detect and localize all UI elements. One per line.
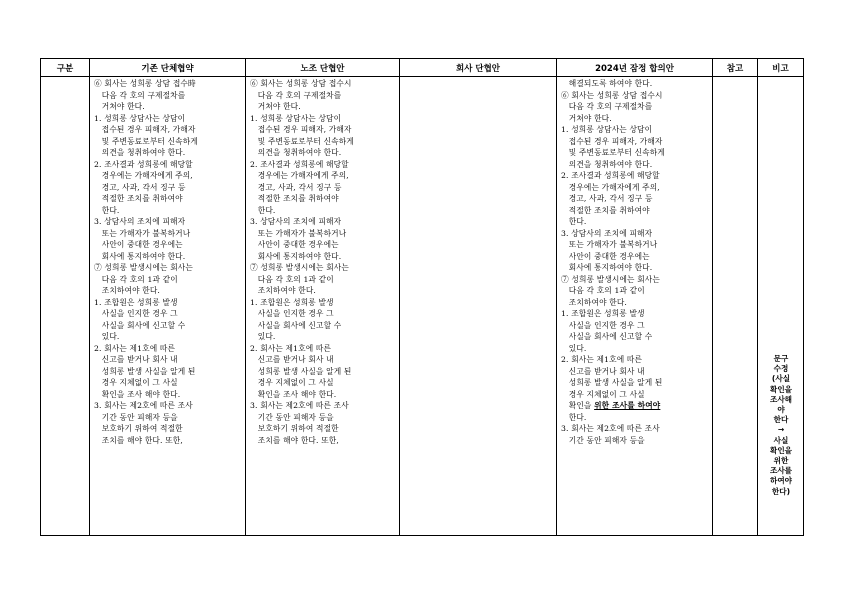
union-clause-line: 있다. xyxy=(250,332,276,341)
remarks-line: 위한 xyxy=(773,456,789,466)
existing-clause-line: 회사에 통지하여야 한다. xyxy=(94,251,186,261)
tentative-clause-line: 2. 회사는 제1호에 따른 xyxy=(561,355,643,364)
existing-clause-line: 또는 가해자가 불복하거나 xyxy=(94,228,191,238)
existing-clause-line: 사실을 회사에 신고할 수 xyxy=(94,320,186,330)
tentative-clause-line: 1. 조합원은 성희롱 발생 xyxy=(561,309,645,318)
tentative-clause-line: 또는 가해자가 불복하거나 xyxy=(561,240,658,249)
union-clause-line: 조치하여야 한다. xyxy=(250,286,317,295)
existing-clause-line: 보호하기 위하여 적절한 xyxy=(94,424,183,433)
column-divider xyxy=(556,58,557,536)
tentative-clause-line: 적절한 조치를 취하여야 xyxy=(561,205,650,215)
tentative-clause-line: 의견을 청취하여야 한다. xyxy=(561,159,653,169)
tentative-agreement-cell xyxy=(561,78,711,534)
tentative-clause-line: 조치하여야 한다. xyxy=(561,297,628,307)
remarks-line: 조사해 xyxy=(769,394,792,404)
remarks-note xyxy=(760,354,802,497)
tentative-clause-line: 경우 지체없이 그 사실 xyxy=(561,389,645,399)
existing-clause-line: 3. 회사는 제2호에 따른 조사 xyxy=(94,401,193,410)
existing-clause-line: 접수된 경우 피해자, 가해자 xyxy=(94,125,196,134)
existing-clause-line: 성희롱 발생 사실을 알게 된 xyxy=(94,366,196,376)
remarks-line: 문구 xyxy=(773,354,789,363)
union-clause-line: ⑥ 회사는 성희롱 상담 접수시 xyxy=(250,79,352,88)
tentative-clause-line: 한다. xyxy=(561,412,587,422)
remarks-line: 수정 xyxy=(773,364,789,374)
union-clause-line: 1. 조합원은 성희롱 발생 xyxy=(250,297,334,307)
column-divider xyxy=(89,58,90,536)
tentative-clause-line: 및 주변동료로부터 신속하게 xyxy=(561,148,665,157)
existing-clause-line: 다음 각 호의 구제절차를 xyxy=(94,90,186,100)
union-clause-line: 사실을 인지한 경우 그 xyxy=(250,309,334,318)
union-clause-line: 기간 동안 피해자 등을 xyxy=(250,412,334,422)
column-divider xyxy=(712,58,713,536)
remarks-line: 한다 xyxy=(773,415,789,425)
existing-clause-line: 거쳐야 한다. xyxy=(94,102,145,111)
company-proposal-cell xyxy=(404,78,555,534)
remarks-line: 사실 xyxy=(773,435,789,445)
tentative-clause-line: 사실을 회사에 신고할 수 xyxy=(561,332,653,341)
remarks-line: 조사를 xyxy=(769,466,792,476)
union-clause-line: 다음 각 호의 구제절차를 xyxy=(250,90,342,100)
union-clause-line: ⑦ 성희롱 발생시에는 회사는 xyxy=(250,263,349,272)
existing-clause-line: 경우에는 가해자에게 주의, xyxy=(94,171,193,180)
existing-clause-line: 한다. xyxy=(94,205,120,215)
remarks-line: → xyxy=(777,425,785,435)
tentative-clause-line: ⑥ 회사는 성희롱 상담 접수시 xyxy=(561,90,663,100)
existing-clause-line: 경우 지체없이 그 사실 xyxy=(94,378,178,387)
tentative-clause-line: 3. 회사는 제2호에 따른 조사 xyxy=(561,424,660,433)
existing-clause-line: 의견을 청취하여야 한다. xyxy=(94,148,186,157)
tentative-clause-line: 사실을 인지한 경우 그 xyxy=(561,320,645,330)
tentative-clause-line: 접수된 경우 피해자, 가해자 xyxy=(561,136,663,146)
column-divider xyxy=(803,58,804,536)
tentative-clause-line: 3. 상담사의 조치에 피해자 xyxy=(561,228,653,238)
header-reference: 참고 xyxy=(726,63,744,74)
tentative-amended-phrase: 위한 조사를 하여야 xyxy=(594,401,661,410)
existing-clause-line: 1. 조합원은 성희롱 발생 xyxy=(94,297,178,307)
remarks-line: 한다) xyxy=(771,486,791,496)
remarks-line: (사실 xyxy=(771,374,791,384)
existing-clause-line: ⑦ 성희롱 발생시에는 회사는 xyxy=(94,263,193,272)
existing-clause-line: 1. 성희롱 상담사는 상담이 xyxy=(94,113,186,123)
tentative-clause-line: 사안이 중대한 경우에는 xyxy=(561,251,650,261)
existing-clause-line: 2. 조사결과 성희롱에 해당할 xyxy=(94,159,193,169)
union-clause-line: 경우 지체없이 그 사실 xyxy=(250,378,334,387)
tentative-clause-line: 회사에 통지하여야 한다. xyxy=(561,263,653,272)
table-bottom-border xyxy=(40,535,803,536)
remarks-line: 확인을 xyxy=(769,384,792,394)
header-category: 구분 xyxy=(56,63,74,74)
remarks-line: 야 xyxy=(777,405,785,415)
union-clause-line: 및 주변동료로부터 신속하게 xyxy=(250,136,354,146)
union-clause-line: 신고를 받거나 회사 내 xyxy=(250,355,334,364)
existing-clause-line: 있다. xyxy=(94,332,120,341)
union-clause-line: 확인을 조사 해야 한다. xyxy=(250,389,337,399)
existing-clause-line: 2. 회사는 제1호에 따른 xyxy=(94,343,176,353)
header-union-proposal: 노조 단협안 xyxy=(300,63,345,74)
header-bottom-border xyxy=(40,76,803,77)
tentative-clause-line: 기간 동안 피해자 등을 xyxy=(561,435,645,445)
existing-clause-line: 경고, 사과, 각서 징구 등 xyxy=(94,182,186,192)
existing-clause-line: 및 주변동료로부터 신속하게 xyxy=(94,136,198,146)
tentative-clause-line: 성희롱 발생 사실을 알게 된 xyxy=(561,378,663,387)
existing-clause-line: 신고를 받거나 회사 내 xyxy=(94,355,178,364)
union-clause-line: 경고, 사과, 각서 징구 등 xyxy=(250,182,342,192)
column-divider xyxy=(757,58,758,536)
tentative-clause-line: 1. 성희롱 상담사는 상담이 xyxy=(561,125,653,134)
column-divider xyxy=(245,58,246,536)
union-proposal-cell xyxy=(250,78,398,534)
remarks-line: 하여야 xyxy=(769,476,792,486)
header-existing-agreement: 기존 단체협약 xyxy=(141,63,194,74)
union-clause-line: 또는 가해자가 불복하거나 xyxy=(250,228,347,238)
tentative-clause-line: 신고를 받거나 회사 내 xyxy=(561,366,645,376)
tentative-clause-line: 있다. xyxy=(561,343,587,353)
tentative-amended-prefix: 확인을 xyxy=(561,401,595,410)
existing-clause-line: 3. 상담사의 조치에 피해자 xyxy=(94,217,186,226)
union-clause-line: 성희롱 발생 사실을 알게 된 xyxy=(250,366,352,376)
existing-clause-line: 기간 동안 피해자 등을 xyxy=(94,412,178,422)
existing-clause-line: 다음 각 호의 1과 같이 xyxy=(94,274,178,284)
union-clause-line: 경우에는 가해자에게 주의, xyxy=(250,171,349,180)
remarks-line: 확인을 xyxy=(769,445,792,455)
tentative-clause-line: 거쳐야 한다. xyxy=(561,113,612,123)
union-clause-line: 조치를 해야 한다. 또한, xyxy=(250,435,339,445)
header-company-proposal: 회사 단협안 xyxy=(455,63,500,74)
tentative-clause-line: 해결되도록 하여야 한다. xyxy=(561,79,653,88)
union-clause-line: 보호하기 위하여 적절한 xyxy=(250,424,339,433)
union-clause-line: 사안이 중대한 경우에는 xyxy=(250,240,339,249)
existing-agreement-cell xyxy=(94,78,244,534)
union-clause-line: 회사에 통지하여야 한다. xyxy=(250,251,342,261)
union-clause-line: 3. 상담사의 조치에 피해자 xyxy=(250,217,342,226)
tentative-clause-line: 다음 각 호의 1과 같이 xyxy=(561,286,645,295)
union-clause-line: 한다. xyxy=(250,205,276,215)
header-tentative-agreement: 2024년 잠정 합의안 xyxy=(595,63,674,74)
tentative-clause-line: ⑦ 성희롱 발생시에는 회사는 xyxy=(561,274,660,284)
union-clause-line: 거쳐야 한다. xyxy=(250,102,301,111)
existing-clause-line: 조치를 해야 한다. 또한, xyxy=(94,435,183,445)
tentative-clause-line: 경우에는 가해자에게 주의, xyxy=(561,182,660,192)
union-clause-line: 다음 각 호의 1과 같이 xyxy=(250,274,334,284)
tentative-clause-line: 2. 조사결과 성희롱에 해당할 xyxy=(561,171,660,180)
tentative-amended-line xyxy=(561,400,711,412)
column-divider xyxy=(40,58,41,536)
union-clause-line: 접수된 경우 피해자, 가해자 xyxy=(250,125,352,134)
union-clause-line: 2. 조사결과 성희롱에 해당할 xyxy=(250,159,349,169)
union-clause-line: 의견을 청취하여야 한다. xyxy=(250,148,342,157)
existing-clause-line: 사안이 중대한 경우에는 xyxy=(94,240,183,249)
union-clause-line: 사실을 회사에 신고할 수 xyxy=(250,320,342,330)
union-clause-line: 2. 회사는 제1호에 따른 xyxy=(250,343,332,353)
existing-clause-line: 조치하여야 한다. xyxy=(94,286,161,295)
header-remarks: 비고 xyxy=(772,63,789,74)
tentative-clause-line: 경고, 사과, 각서 징구 등 xyxy=(561,194,653,203)
tentative-clause-line: 한다. xyxy=(561,217,587,226)
existing-clause-line: ⑥ 회사는 성희롱 상담 접수時 xyxy=(94,79,196,88)
union-clause-line: 3. 회사는 제2호에 따른 조사 xyxy=(250,401,349,410)
tentative-clause-line: 다음 각 호의 구제절차를 xyxy=(561,102,653,111)
existing-clause-line: 확인을 조사 해야 한다. xyxy=(94,389,181,399)
existing-clause-line: 적절한 조치를 취하여야 xyxy=(94,194,183,203)
column-divider xyxy=(399,58,400,536)
union-clause-line: 적절한 조치를 취하여야 xyxy=(250,194,339,203)
union-clause-line: 1. 성희롱 상담사는 상담이 xyxy=(250,113,342,123)
existing-clause-line: 사실을 인지한 경우 그 xyxy=(94,309,178,318)
